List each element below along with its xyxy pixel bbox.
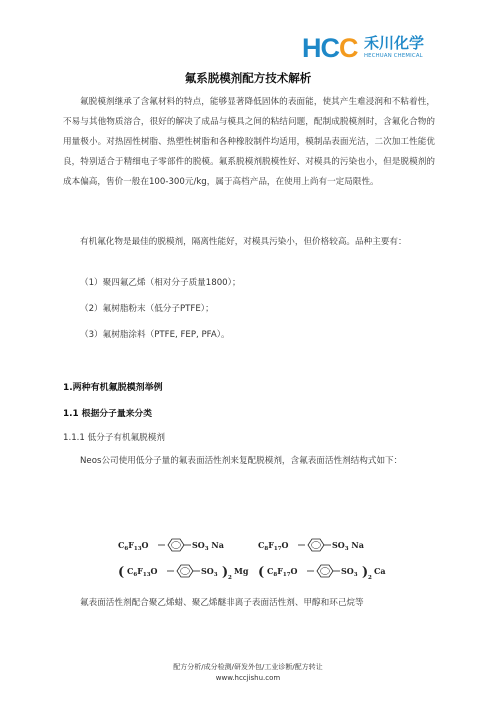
formula-2-sulfonate: $SO_3$ Na — [332, 540, 364, 552]
benzene-ring — [177, 565, 193, 577]
formula-3-sulfonate: $SO_3$ — [201, 566, 218, 578]
paren-left: ( — [118, 565, 125, 580]
list-item-2: （2）氟树脂粉末（低分子PTFE）； — [80, 304, 214, 314]
paren-left: ( — [258, 565, 265, 580]
logo-mark: HCC — [302, 33, 358, 63]
neos-paragraph: Neos公司使用低分子量的氟表面活性剂来复配脱模剂，含氟表面活性剂结构式如下： — [80, 456, 403, 466]
benzene-ring — [168, 539, 184, 551]
formula-4-metal: Ca — [374, 566, 386, 576]
section-heading-1: 1.两种有机氟脱模剂举例 — [63, 383, 163, 393]
body-paragraph-last: 氟表面活性剂配合聚乙烯蜡、聚乙烯醚非离子表面活性剂、甲醇和环己烷等 — [80, 598, 364, 608]
footer-website: www.hccjishu.com — [215, 674, 281, 682]
section-heading-1-1-1: 1.1.1 低分子有机氟脱模剂 — [63, 433, 165, 443]
fluorosurfactant-structure-diagram — [118, 534, 388, 584]
formula-3-count: 2 — [228, 575, 232, 581]
list-item-3: （3）氟树脂涂料（PTFE, FEP, PFA）。 — [80, 330, 230, 340]
logo-english-name: HECHUAN CHEMICAL — [364, 53, 423, 59]
formula-3-label: $C_6F_{13}O$ — [127, 566, 158, 578]
section-heading-1-1: 1.1 根据分子量来分类 — [63, 409, 153, 419]
formula-3-metal: Mg — [234, 566, 249, 576]
company-logo — [302, 34, 472, 66]
benzene-ring — [317, 565, 333, 577]
formula-2-label: $C_8F_{17}O$ — [258, 540, 289, 552]
benzene-ring — [308, 539, 324, 551]
intro-paragraph-1: 氟脱模剂继承了含氟材料的特点，能够显著降低固体的表面能，使其产生难浸润和不粘着性，不易与其他物质溶合，很好的解决了成品与模具之间的粘结问题，配制成脱模剂时，含氟化合物的用量极小。对热固性树脂、热塑性树脂和各种橡胶制件均适用，模制品表面光洁，二次加工性能优良，特别适合于精细电子零部件的脱模。氟系脱模剂脱模性好、对模具的污染也小，但是脱模剂的成本偏高，售价一般在100-300元/kg，属于高档产品，在使用上尚有一定局限性。 — [63, 97, 435, 187]
formula-1-sulfonate: $SO_3$ Na — [192, 540, 224, 552]
formula-4-sulfonate: $SO_3$ — [341, 566, 358, 578]
logo-chinese-name: 禾川化学 — [364, 34, 425, 52]
intro-paragraph-2: 有机氟化物是最佳的脱模剂，隔离性能好，对模具污染小，但价格较高。品种主要有： — [80, 237, 407, 247]
paren-right: ) — [362, 565, 369, 580]
document-title: 氟系脱模剂配方技术解析 — [184, 71, 312, 85]
formula-4-label: $C_8F_{17}O$ — [267, 566, 298, 578]
footer-services: 配方分析/成分检测/研发外包/工业诊断/配方转让 — [173, 663, 323, 671]
formula-1-label: $C_6F_{13}O$ — [118, 540, 149, 552]
paren-right: ) — [222, 565, 229, 580]
formula-4-count: 2 — [368, 575, 372, 581]
list-item-1: （1）聚四氟乙烯（相对分子质量1800）； — [80, 278, 241, 288]
